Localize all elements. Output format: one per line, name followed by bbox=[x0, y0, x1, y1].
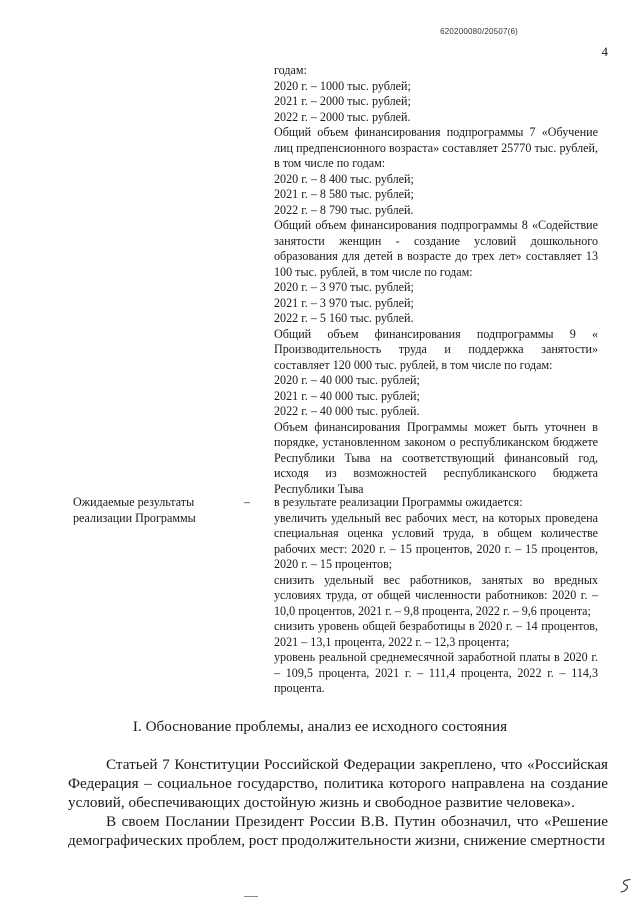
financing-line: 2021 г. – 3 970 тыс. рублей; bbox=[274, 295, 414, 310]
financing-paragraph: Общий объем финансирования подпрограммы 8 «Содействие занятости женщин - создание условий дошкольного образования для детей в возрасте до трех лет» составляет 13 100 тыс. рублей, в том числе по годам: bbox=[274, 218, 598, 279]
document-code: 620200080/20507(6) bbox=[440, 27, 518, 36]
results-paragraph: уровень реальной среднемесячной заработной платы в 2020 г. – 109,5 процента, 2021 г. – 111,4 процента, 2022 г. – 114,3 процента. bbox=[274, 650, 598, 695]
financing-paragraph: Общий объем финансирования подпрограммы 7 «Обучение лиц предпенсионного возраста» составляет 25770 тыс. рублей, в том числе по годам: bbox=[274, 125, 598, 170]
financing-line: 2020 г. – 1000 тыс. рублей; bbox=[274, 78, 411, 93]
financing-line: годам: bbox=[274, 63, 307, 77]
financing-line: 2021 г. – 2000 тыс. рублей; bbox=[274, 94, 411, 108]
financing-line: 2021 г. – 40 000 тыс. рублей; bbox=[274, 388, 420, 403]
financing-line: 2022 г. – 5 160 тыс. рублей. bbox=[274, 311, 414, 325]
financing-line: 2022 г. – 8 790 тыс. рублей. bbox=[274, 202, 414, 217]
financing-line: 2020 г. – 40 000 тыс. рублей; bbox=[274, 373, 420, 387]
financing-line: 2020 г. – 8 400 тыс. рублей; bbox=[274, 171, 414, 186]
financing-section bbox=[274, 63, 598, 497]
results-paragraph: снизить удельный вес работников, занятых во вредных условиях труда, от общей численности работников: 2020 г. – 10,0 процентов, 2021 г. – 9,8 процента, 2022 г. – 9,6 процента; bbox=[274, 572, 598, 618]
scan-smudge bbox=[244, 895, 258, 898]
results-section bbox=[274, 495, 598, 697]
results-dash: – bbox=[244, 495, 251, 509]
page-number: 4 bbox=[601, 44, 608, 59]
financing-line: 2020 г. – 3 970 тыс. рублей; bbox=[274, 280, 414, 294]
financing-line: 2022 г. – 40 000 тыс. рублей. bbox=[274, 404, 420, 418]
results-paragraph: увеличить удельный вес рабочих мест, на которых проведена специальная оценка условий труда, в общем количестве рабочих мест: 2020 г. – 15 процентов, 2020 г. – 15 процентов, 2020 г. – 15 процентов; bbox=[274, 510, 598, 571]
body-paragraph: В своем Послании Президент России В.В. Путин обозначил, что «Решение демографических проблем, рост продолжительности жизни, снижение смертности bbox=[68, 813, 608, 849]
financing-paragraph: Общий объем финансирования подпрограммы 9 « Производительность труда и поддержка занятости» составляет 120 000 тыс. рублей, в том числе по годам: bbox=[274, 326, 598, 372]
handwritten-initial-mark bbox=[618, 878, 632, 894]
section-heading: I. Обоснование проблемы, анализ ее исходного состояния bbox=[132, 718, 508, 735]
section-body bbox=[68, 755, 608, 850]
financing-line: 2022 г. – 2000 тыс. рублей. bbox=[274, 109, 411, 124]
results-line: в результате реализации Программы ожидается: bbox=[274, 495, 523, 509]
results-label: Ожидаемые результаты реализации Программы bbox=[73, 495, 196, 525]
financing-line: 2021 г. – 8 580 тыс. рублей; bbox=[274, 187, 414, 201]
results-paragraph: снизить уровень общей безработицы в 2020 г. – 14 процентов, 2021 – 13,1 процента, 2022 г. – 12,3 процента; bbox=[274, 619, 598, 649]
body-paragraph: Статьей 7 Конституции Российской Федерации закреплено, что «Российская Федерация – социальное государство, политика которого направлена на создание условий, обеспечивающих достойную жизнь и свободное развитие человека». bbox=[68, 756, 608, 811]
financing-paragraph: Объем финансирования Программы может быть уточнен в порядке, установленном законом о республиканском бюджете Республики Тыва на соответствующий финансовый год, исходя из возможностей республиканского бюджета Республики Тыва bbox=[274, 419, 598, 496]
